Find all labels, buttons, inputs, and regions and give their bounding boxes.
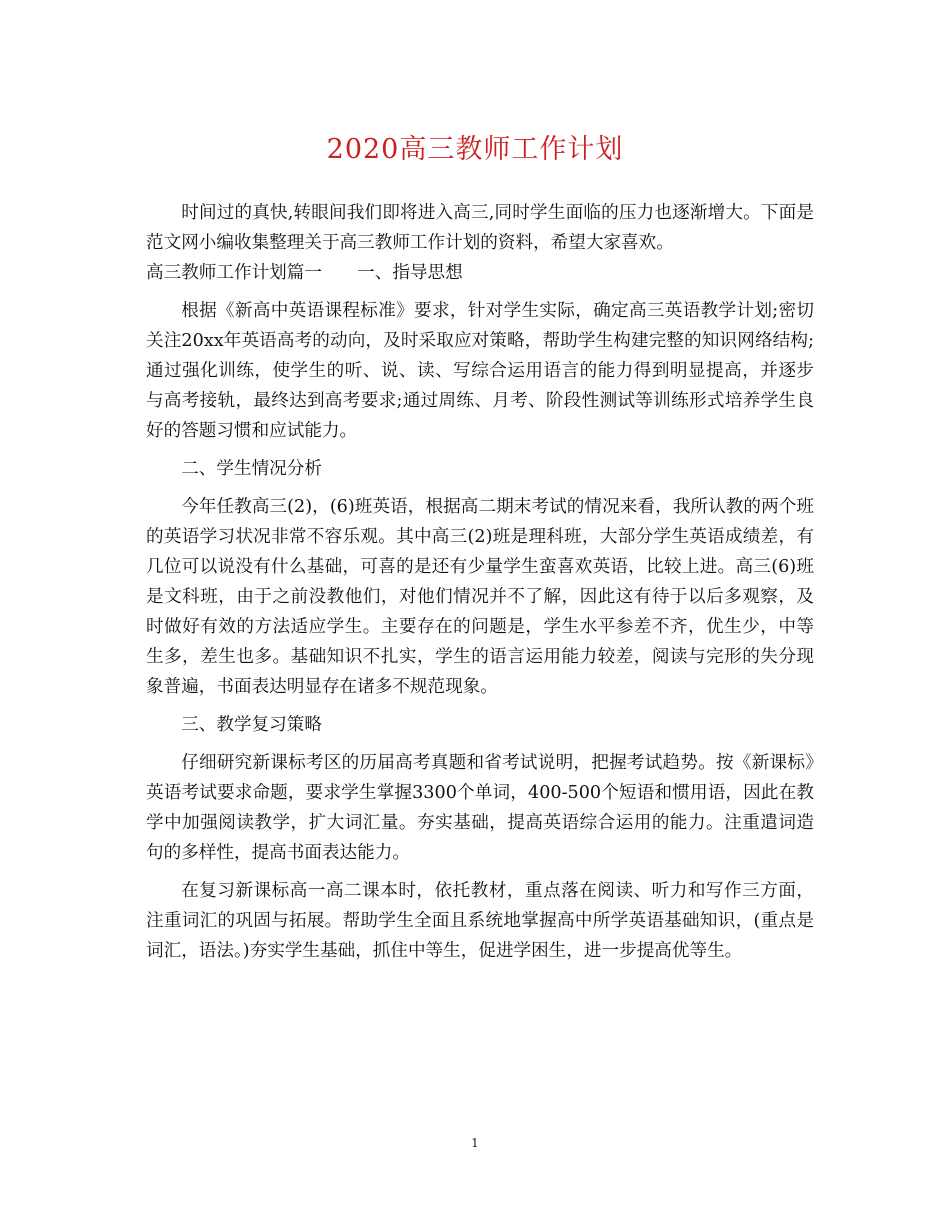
section-heading-guiding-ideas: 高三教师工作计划篇一 一、指导思想 bbox=[146, 263, 463, 283]
guiding-ideas-paragraph: 根据《新高中英语课程标准》要求，针对学生实际，确定高三英语教学计划;密切关注20xx年英语高考的动向，及时采取应对策略，帮助学生构建完整的知识网络结构;通过强化训练，使学生的听、说、读、写综合运用语言的能力得到明显提高，并逐步与高考接轨，最终达到高考要求;通过周练、月考、阶段性测试等训练形式培养学生良好的答题习惯和应试能力。 bbox=[146, 301, 814, 441]
intro-paragraph: 时间过的真快,转眼间我们即将进入高三,同时学生面临的压力也逐渐增大。下面是范文网小编收集整理关于高三教师工作计划的资料，希望大家喜欢。 bbox=[146, 203, 814, 253]
document-body bbox=[146, 198, 814, 966]
student-analysis-paragraph: 今年任教高三(2)，(6)班英语，根据高二期末考试的情况来看，我所认教的两个班的英语学习状况非常不容乐观。其中高三(2)班是理科班，大部分学生英语成绩差，有几位可以说没有什么基础，可喜的是还有少量学生蛮喜欢英语，比较上进。高三(6)班是文科班，由于之前没教他们，对他们情况并不了解，因此这有待于以后多观察，及时做好有效的方法适应学生。主要存在的问题是，学生水平参差不齐，优生少，中等生多，差生也多。基础知识不扎实，学生的语言运用能力较差，阅读与完形的失分现象普遍，书面表达明显存在诸多不规范现象。 bbox=[146, 497, 814, 697]
document-title: 2020高三教师工作计划 bbox=[326, 134, 624, 165]
review-strategy-paragraph-2: 在复习新课标高一高二课本时，依托教材，重点落在阅读、听力和写作三方面，注重词汇的巩固与拓展。帮助学生全面且系统地掌握高中所学英语基础知识，(重点是词汇，语法。)夯实学生基础，抓住中等生，促进学困生，进一步提高优等生。 bbox=[146, 881, 814, 961]
section-heading-review-strategy: 三、教学复习策略 bbox=[181, 715, 322, 735]
review-strategy-paragraph-1: 仔细研究新课标考区的历届高考真题和省考试说明，把握考试趋势。按《新课标》英语考试要求命题，要求学生掌握3300个单词，400-500个短语和惯用语，因此在教学中加强阅读教学，扩大词汇量。夯实基础，提高英语综合运用的能力。注重遣词造句的多样性，提高书面表达能力。 bbox=[146, 753, 814, 863]
section-heading-student-analysis: 二、学生情况分析 bbox=[181, 459, 322, 479]
page-number: 1 bbox=[471, 1136, 479, 1150]
